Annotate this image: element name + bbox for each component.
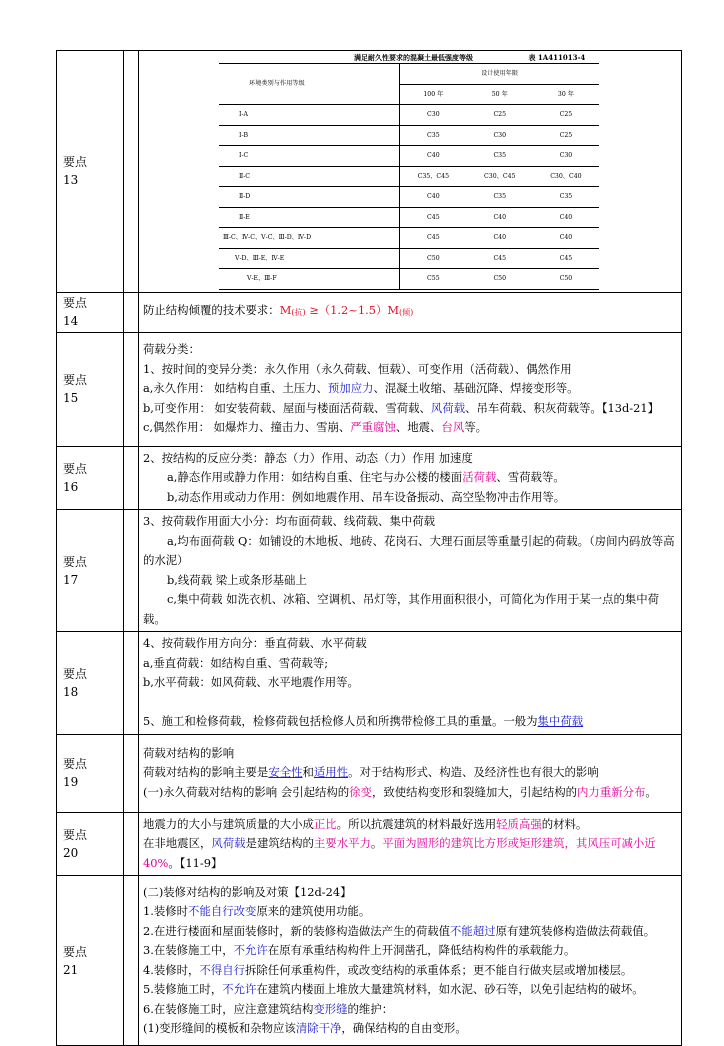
- text-span: 严重腐蚀: [350, 420, 396, 435]
- row-label: [57, 51, 124, 293]
- spacer-cell: [124, 51, 139, 293]
- text-span: 要点: [63, 155, 88, 170]
- text-span: C30: [400, 105, 467, 126]
- text-span: b,水平荷载：如风荷载、水平地震作用等。: [143, 675, 359, 689]
- text-span: C30、C40: [533, 166, 599, 187]
- text-span: a,静态作用或静力作用：如结构自重、住宅与办公楼的楼面: [167, 470, 463, 484]
- text-span: (1)变形缝间的模板和杂物应该: [143, 1021, 296, 1035]
- text-span: (一)永久荷载对结构的影响 会引起结构的: [143, 784, 350, 799]
- text-span: b,线荷载 梁上或条形基础上: [167, 572, 307, 587]
- text-span: 台风: [441, 420, 465, 435]
- table-row: [57, 876, 682, 1046]
- text-span: 原有建筑装修构造做法荷载值。: [495, 923, 656, 938]
- text-span: 、混凝土收缩、基础沉降、焊接变形等。: [373, 381, 579, 396]
- text-span: Ⅲ-C、Ⅳ-C、Ⅴ-C、Ⅲ-D、Ⅳ-D: [219, 228, 400, 249]
- text-span: C45: [400, 228, 467, 249]
- text-span: 是建筑结构的: [245, 836, 314, 850]
- text-span: 2、按结构的反应分类：静态（力）作用、动态（力）作用 加速度: [143, 450, 473, 465]
- row-label: [57, 446, 124, 510]
- text-span: C30: [467, 125, 533, 146]
- text-span: Ⅴ-D、Ⅲ-E、Ⅳ-E: [219, 248, 400, 269]
- text-span: 要点: [63, 461, 88, 476]
- row-label: [57, 510, 124, 632]
- text-span: a,垂直荷载：如结构自重、雪荷载等;: [143, 655, 329, 670]
- text-span: 清除干净: [295, 1021, 342, 1035]
- spacer-cell: [124, 446, 139, 510]
- text-span: Ⅱ-D: [219, 187, 400, 208]
- row-label: [57, 812, 124, 876]
- text-span: 14: [63, 314, 79, 328]
- text-span: 不能超过: [450, 923, 496, 938]
- text-span: 等。: [464, 420, 488, 435]
- content-cell: [139, 292, 682, 332]
- content-cell: [139, 876, 682, 1046]
- text-span: Ⅱ-C: [219, 166, 400, 187]
- text-span: 13: [63, 173, 79, 188]
- text-span: 、吊车荷载、积灰荷载等。【13d-21】: [465, 400, 660, 415]
- content-cell: [139, 510, 682, 632]
- concrete-grade-table: [219, 63, 599, 290]
- text-span: 19: [63, 775, 79, 789]
- text-span: ≥（1.2~1.5）M: [305, 303, 400, 318]
- text-span: c,集中荷载 如洗衣机、冰箱、空调机、吊灯等，其作用面积很小，可简化为作用于某一点的集中荷载。: [143, 592, 660, 626]
- text-span: 地震力的大小与建筑质量的大小成: [143, 816, 314, 831]
- text-span: Ⅰ-C: [219, 146, 400, 167]
- text-span: C40: [533, 228, 599, 249]
- text-span: C50: [533, 269, 599, 290]
- text-span: 荷载对结构的影响: [143, 745, 235, 760]
- text-span: 。【11-9】: [168, 855, 223, 870]
- text-span: 。: [370, 836, 383, 850]
- spacer-cell: [124, 876, 139, 1046]
- text-span: a,均布面荷载 Q：如铺设的木地板、地砖、花岗石、大理石面层等重量引起的荷载。（房间内码放等高的水泥）: [143, 533, 675, 567]
- text-span: 要点: [63, 554, 88, 569]
- row-label: [57, 876, 124, 1046]
- text-span: Ⅴ-E、Ⅲ-F: [219, 269, 400, 290]
- text-span: 的材料。: [541, 816, 588, 831]
- text-span: 2.在进行楼面和屋面装修时，新的装修构造做法产生的荷载值: [143, 923, 451, 938]
- text-span: C40: [400, 187, 467, 208]
- text-span: 风荷载: [211, 836, 246, 850]
- text-span: 表 1A411013-4: [528, 53, 586, 62]
- text-span: Ⅰ-B: [219, 125, 400, 146]
- text-span: C35: [400, 125, 467, 146]
- text-span: 15: [63, 391, 79, 405]
- text-span: 变形缝: [313, 1001, 348, 1016]
- text-span: 防止结构倾覆的技术要求：: [143, 303, 280, 318]
- text-span: 适用性: [313, 765, 349, 780]
- text-span: 主要水平力: [313, 836, 371, 850]
- text-span: 的维护：: [347, 1001, 394, 1016]
- text-span: 4.装修时，: [143, 962, 200, 977]
- text-span: 要点: [63, 827, 88, 842]
- content-cell: [139, 734, 682, 812]
- text-span: (抗): [291, 308, 306, 318]
- text-span: 徐变: [349, 784, 372, 799]
- text-span: C30: [533, 146, 599, 167]
- text-span: 在非地震区，: [143, 836, 212, 850]
- text-span: 1、按时间的变异分类：永久作用（永久荷载、恒载）、可变作用（活荷载）、偶然作用: [143, 361, 572, 376]
- text-span: 在原有承重结构构件上开洞凿孔，降低结构构件的承载能力。: [267, 943, 576, 957]
- table-row: [57, 734, 682, 812]
- text-span: 预加应力: [327, 381, 374, 396]
- text-span: ，致使结构变形和裂缝加大，引起结构的: [371, 784, 577, 799]
- table-row: [57, 446, 682, 510]
- text-span: 5、施工和检修荷载，检修荷载包括检修人员和所携带检修工具的重量。一般为: [143, 714, 538, 728]
- text-span: (倾): [399, 308, 414, 318]
- text-span: C35: [533, 187, 599, 208]
- text-span: C45: [467, 248, 533, 269]
- text-span: 不能自行改变: [188, 904, 257, 918]
- row-label: [57, 632, 124, 735]
- text-span: C25: [467, 105, 533, 126]
- text-span: 活荷载: [462, 470, 497, 484]
- text-span: C25: [533, 125, 599, 146]
- text-span: 100 年: [400, 84, 467, 105]
- text-span: 。对于结构形式、构造、及经济性也有很大的影响: [348, 765, 599, 780]
- text-span: 17: [63, 572, 79, 587]
- text-span: 不得自行: [199, 962, 246, 977]
- text-span: C55: [400, 269, 467, 290]
- text-span: 3、按荷载作用面大小分：均布面荷载、线荷载、集中荷载: [143, 514, 436, 528]
- text-span: 20: [63, 845, 79, 860]
- text-span: 平面为圆形的建筑比方形或矩形建筑，其风压可减小近 40%: [143, 836, 656, 870]
- row-label: [57, 332, 124, 446]
- text-span: 不允许: [222, 982, 257, 996]
- row-label: [57, 734, 124, 812]
- table-row: [57, 332, 682, 446]
- text-span: C40: [533, 207, 599, 228]
- text-span: 1.装修时: [143, 904, 189, 918]
- text-span: 内力重新分布: [577, 784, 646, 799]
- spacer-cell: [124, 332, 139, 446]
- inner-table-title: [219, 53, 675, 63]
- text-span: 、雪荷载等。: [496, 470, 565, 484]
- text-span: 不允许: [233, 943, 268, 957]
- text-span: C45: [400, 207, 467, 228]
- content-cell: [139, 446, 682, 510]
- text-span: 原来的建筑使用功能。: [256, 904, 371, 918]
- text-span: 在建筑内楼面上堆放大量建筑材料，如水泥、砂石等，以免引起结构的破坏。: [256, 982, 644, 996]
- text-span: C40: [400, 146, 467, 167]
- content-cell: [139, 332, 682, 446]
- text-span: 荷载分类：: [143, 342, 200, 357]
- content-cell: [139, 632, 682, 735]
- text-span: 4、按荷载作用方向分：垂直荷载、水平荷载: [143, 636, 367, 650]
- text-span: M: [279, 303, 292, 318]
- text-span: 6.在装修施工时，应注意建筑结构: [143, 1001, 314, 1016]
- spacer-cell: [124, 734, 139, 812]
- text-span: C35: [467, 187, 533, 208]
- text-span: 。所以抗震建筑的材料最好选用: [336, 816, 497, 831]
- text-span: 50 年: [467, 84, 533, 105]
- text-span: 16: [63, 479, 79, 494]
- text-span: C30、C45: [467, 166, 533, 187]
- text-span: 要点: [63, 666, 88, 681]
- text-span: C50: [467, 269, 533, 290]
- text-span: 要点: [63, 757, 88, 771]
- text-span: b,可变作用： 如安装荷载、屋面与楼面活荷载、雪荷载、: [143, 400, 431, 415]
- text-span: 环境类别与作用等级: [219, 64, 400, 105]
- table-row: [57, 812, 682, 876]
- text-span: C50: [400, 248, 467, 269]
- table-row: [57, 632, 682, 735]
- spacer-cell: [124, 292, 139, 332]
- table-row: [57, 51, 682, 293]
- text-span: 安全性: [268, 765, 303, 780]
- text-span: a,永久作用： 如结构自重、土压力、: [143, 381, 328, 396]
- text-span: 3.在装修施工中，: [143, 943, 234, 957]
- text-span: Ⅱ-E: [219, 207, 400, 228]
- text-span: 和: [302, 765, 314, 780]
- content-cell: [139, 812, 682, 876]
- text-span: 要点: [63, 944, 88, 959]
- text-span: 。: [645, 784, 657, 799]
- text-span: 满足耐久性要求的混凝土最低强度等级: [354, 53, 473, 62]
- text-span: 拆除任何承重构件，或改变结构的承重体系；更不能自行做夹层或增加楼层。: [245, 962, 633, 977]
- table-image-cell: [139, 51, 682, 293]
- text-span: 30 年: [533, 84, 599, 105]
- text-span: 正比: [313, 816, 337, 831]
- row-label: [57, 292, 124, 332]
- text-span: 荷载对结构的影响主要是: [143, 765, 269, 780]
- text-span: c,偶然作用： 如爆炸力、撞击力、雪崩、: [143, 420, 351, 435]
- text-span: 要点: [63, 373, 88, 387]
- spacer-cell: [124, 812, 139, 876]
- text-span: b,动态作用或动力作用：例如地震作用、吊车设备振动、高空坠物冲击作用等。: [167, 489, 566, 504]
- text-span: 设计使用年限: [400, 64, 600, 85]
- text-span: 集中荷载: [537, 714, 584, 728]
- spacer-cell: [124, 632, 139, 735]
- table-row: [57, 292, 682, 332]
- table-row: [57, 510, 682, 632]
- text-span: C40: [467, 228, 533, 249]
- text-span: Ⅰ-A: [219, 105, 400, 126]
- text-span: 18: [63, 684, 79, 699]
- text-span: 风荷载: [430, 400, 466, 415]
- text-span: C45: [533, 248, 599, 269]
- text-span: ，确保结构的自由变形。: [341, 1021, 467, 1035]
- text-span: (二)装修对结构的影响及对策【12d-24】: [143, 884, 352, 899]
- text-span: 轻质高强: [496, 816, 542, 831]
- text-span: C35、C45: [400, 166, 467, 187]
- text-span: 21: [63, 962, 79, 977]
- text-span: 5.装修施工时，: [143, 982, 223, 996]
- text-span: C40: [467, 207, 533, 228]
- document-table: [56, 50, 682, 1046]
- spacer-cell: [124, 510, 139, 632]
- text-span: C25: [533, 105, 599, 126]
- text-span: 、地震、: [395, 420, 442, 435]
- text-span: C35: [467, 146, 533, 167]
- text-span: 要点: [63, 296, 88, 310]
